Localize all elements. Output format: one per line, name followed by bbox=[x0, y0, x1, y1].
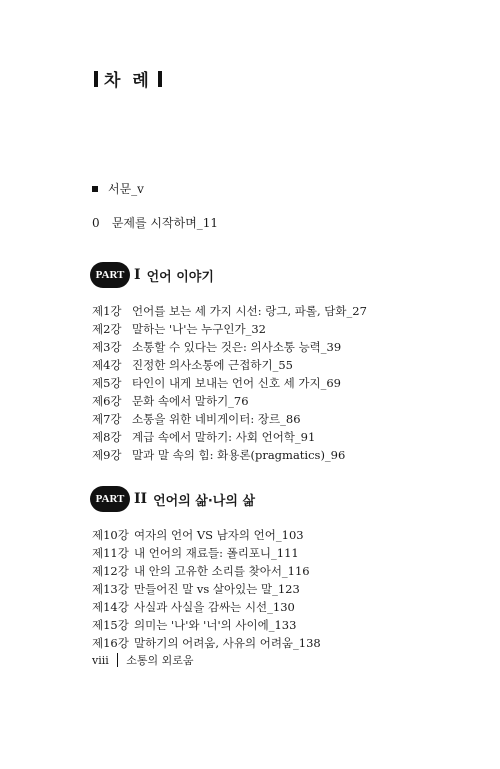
intro-number: 0 bbox=[92, 216, 100, 230]
part-numeral: I bbox=[134, 267, 141, 283]
page-footer bbox=[92, 652, 194, 668]
chapter-title: 언어를 보는 세 가지 시선: 랑그, 파롤, 담화_27 bbox=[132, 304, 367, 318]
chapter-number: 제12강 bbox=[92, 564, 129, 578]
chapter-entry bbox=[92, 338, 367, 356]
chapter-number: 제6강 bbox=[92, 394, 122, 408]
part-badge: PART bbox=[90, 262, 130, 288]
chapter-number: 제7강 bbox=[92, 412, 122, 426]
chapter-entry bbox=[92, 356, 367, 374]
chapter-entry bbox=[92, 562, 321, 580]
part-2-header bbox=[90, 486, 255, 512]
heading-bar-left bbox=[94, 71, 98, 87]
chapter-entry bbox=[92, 526, 321, 544]
heading-bar-right bbox=[158, 71, 162, 87]
chapter-entry bbox=[92, 598, 321, 616]
chapter-entry bbox=[92, 544, 321, 562]
chapter-title: 의미는 '나'와 '너'의 사이에_133 bbox=[134, 618, 297, 632]
chapter-title: 계급 속에서 말하기: 사회 언어학_91 bbox=[132, 430, 316, 444]
chapter-entry bbox=[92, 580, 321, 598]
chapter-number: 제10강 bbox=[92, 528, 129, 542]
chapter-title: 내 안의 고유한 소리를 찾아서_116 bbox=[134, 564, 310, 578]
chapter-title: 소통할 수 있다는 것은: 의사소통 능력_39 bbox=[132, 340, 342, 354]
chapter-number: 제8강 bbox=[92, 430, 122, 444]
chapter-entry bbox=[92, 374, 367, 392]
chapter-number: 제14강 bbox=[92, 600, 129, 614]
chapter-number: 제3강 bbox=[92, 340, 122, 354]
part-2-chapter-list bbox=[92, 526, 321, 652]
chapter-number: 제2강 bbox=[92, 322, 122, 336]
chapter-number: 제15강 bbox=[92, 618, 129, 632]
chapter-number: 제13강 bbox=[92, 582, 129, 596]
chapter-title: 타인이 내게 보내는 언어 신호 세 가지_69 bbox=[132, 376, 341, 390]
chapter-entry bbox=[92, 634, 321, 652]
chapter-title: 만들어진 말 vs 살아있는 말_123 bbox=[134, 582, 300, 596]
chapter-title: 말과 말 속의 힘: 화용론(pragmatics)_96 bbox=[132, 448, 346, 462]
chapter-entry bbox=[92, 302, 367, 320]
part-numeral: II bbox=[134, 491, 148, 507]
chapter-title: 여자의 언어 VS 남자의 언어_103 bbox=[134, 528, 304, 542]
chapter-title: 진정한 의사소통에 근접하기_55 bbox=[132, 358, 294, 372]
part-title: 언어 이야기 bbox=[146, 269, 214, 285]
footer-divider bbox=[117, 653, 119, 667]
toc-title: 차 례 bbox=[104, 71, 152, 91]
part-1-chapter-list bbox=[92, 302, 367, 464]
page-number: viii bbox=[92, 653, 109, 667]
part-badge: PART bbox=[90, 486, 130, 512]
chapter-title: 말하는 '나'는 누구인가_32 bbox=[132, 322, 266, 336]
chapter-title: 소통을 위한 네비게이터: 장르_86 bbox=[132, 412, 301, 426]
intro-title: 문제를 시작하며_11 bbox=[111, 216, 219, 230]
chapter-number: 제11강 bbox=[92, 546, 129, 560]
part-title: 언어의 삶·나의 삶 bbox=[153, 493, 256, 509]
chapter-entry bbox=[92, 428, 367, 446]
chapter-entry bbox=[92, 410, 367, 428]
chapter-number: 제1강 bbox=[92, 304, 122, 318]
part-1-header bbox=[90, 262, 214, 288]
chapter-number: 제4강 bbox=[92, 358, 122, 372]
toc-heading bbox=[88, 66, 168, 91]
square-bullet-icon bbox=[92, 186, 98, 192]
chapter-number: 제9강 bbox=[92, 448, 122, 462]
running-title: 소통의 외로움 bbox=[126, 654, 194, 667]
chapter-title: 내 언어의 재료들: 폴리포니_111 bbox=[134, 546, 299, 560]
chapter-number: 제5강 bbox=[92, 376, 122, 390]
chapter-title: 문화 속에서 말하기_76 bbox=[132, 394, 249, 408]
chapter-title: 사실과 사실을 감싸는 시선_130 bbox=[134, 600, 295, 614]
chapter-entry bbox=[92, 392, 367, 410]
chapter-entry bbox=[92, 446, 367, 464]
preface-entry bbox=[92, 180, 144, 197]
chapter-number: 제16강 bbox=[92, 636, 129, 650]
chapter-entry bbox=[92, 616, 321, 634]
preface-label: 서문_v bbox=[108, 182, 144, 196]
intro-entry bbox=[92, 214, 218, 231]
chapter-title: 말하기의 어려움, 사유의 어려움_138 bbox=[134, 636, 321, 650]
chapter-entry bbox=[92, 320, 367, 338]
